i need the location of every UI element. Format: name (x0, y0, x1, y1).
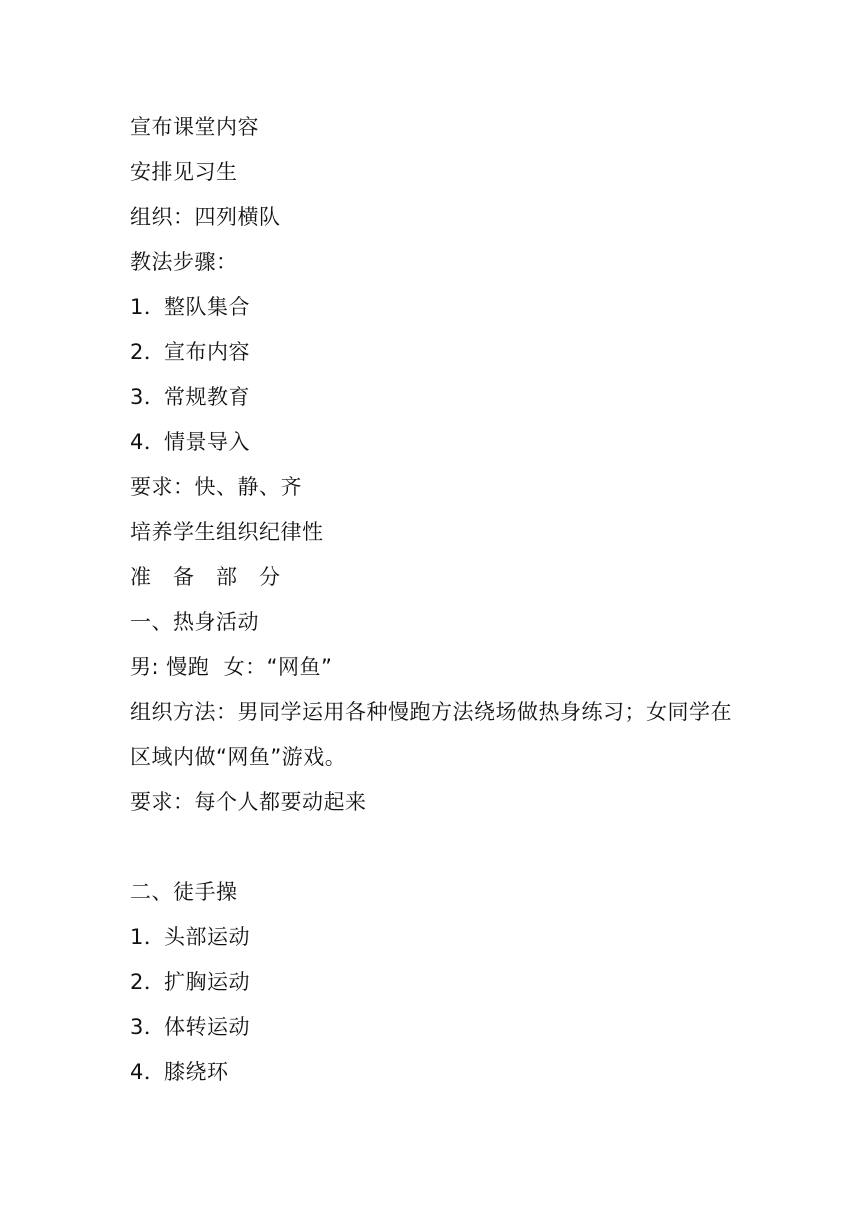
text-paragraph-warmup-method: 组织方法：男同学运用各种慢跑方法绕场做热身练习；女同学在区域内做“网鱼”游戏。 (130, 700, 732, 769)
exercise-item (130, 960, 750, 1005)
exercise-text: 头部运动 (164, 925, 250, 949)
blank-line (130, 825, 750, 870)
text-line-announce-content: 宣布课堂内容 (130, 115, 259, 139)
step-item (130, 420, 750, 465)
text-line-warmup-groups: 男: 慢跑 女：“网鱼” (130, 655, 333, 679)
exercise-text: 体转运动 (164, 1015, 250, 1039)
exercise-heading: 二、徒手操 (130, 880, 238, 904)
exercise-number: 4． (130, 1060, 166, 1084)
exercise-number: 2． (130, 970, 166, 994)
exercise-number: 3． (130, 1015, 166, 1039)
section-title: 准备部分 (130, 565, 302, 589)
text-line-arrange-observers: 安排见习生 (130, 160, 238, 184)
exercise-item (130, 915, 750, 960)
text-line-goal: 培养学生组织纪律性 (130, 520, 324, 544)
step-item (130, 285, 750, 330)
step-number: 4． (130, 430, 166, 454)
text-line-organization: 组织：四列横队 (130, 205, 281, 229)
step-number: 3． (130, 385, 166, 409)
document-body (130, 105, 750, 1095)
exercise-number: 1． (130, 925, 166, 949)
text-line-requirement-2: 要求：每个人都要动起来 (130, 790, 367, 814)
text-line-requirement: 要求：快、静、齐 (130, 475, 302, 499)
text-line-teaching-steps: 教法步骤： (130, 250, 238, 274)
step-number: 1． (130, 295, 166, 319)
exercise-item (130, 1050, 750, 1095)
exercise-text: 膝绕环 (164, 1060, 229, 1084)
step-number: 2． (130, 340, 166, 364)
step-text: 宣布内容 (164, 340, 250, 364)
exercise-item (130, 1005, 750, 1050)
exercise-text: 扩胸运动 (164, 970, 250, 994)
warmup-heading: 一、热身活动 (130, 610, 259, 634)
step-text: 整队集合 (164, 295, 250, 319)
step-item (130, 330, 750, 375)
step-text: 常规教育 (164, 385, 250, 409)
step-text: 情景导入 (164, 430, 250, 454)
step-item (130, 375, 750, 420)
